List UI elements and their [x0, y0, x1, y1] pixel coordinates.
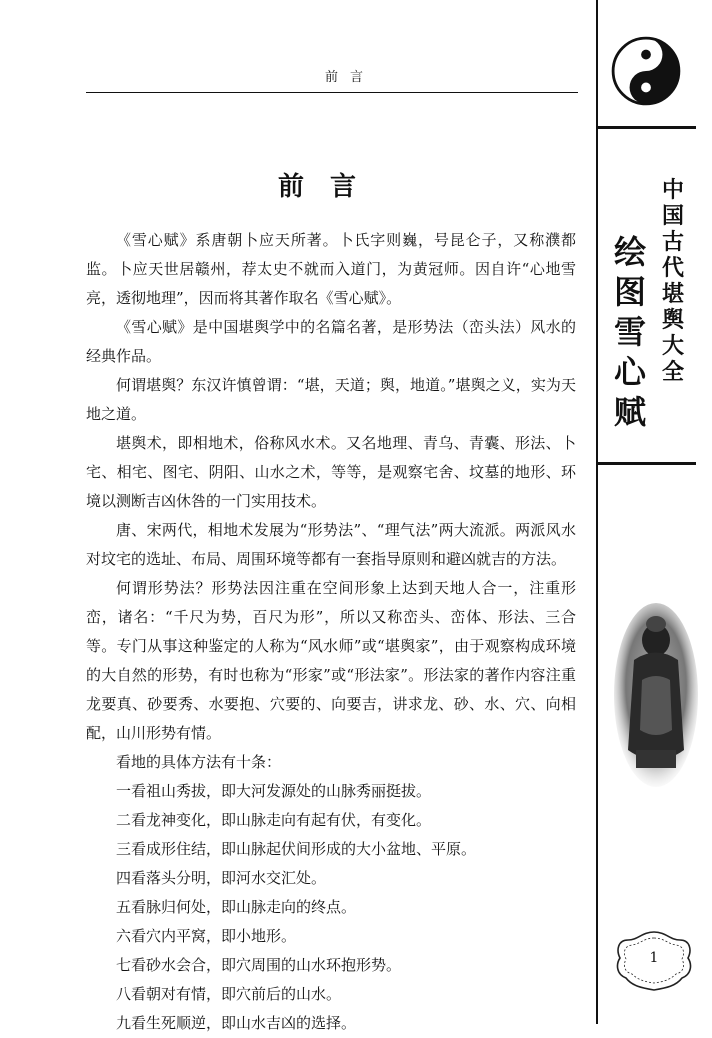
- method-item: 二看龙神变化，即山脉走向有起有伏，有变化。: [116, 811, 432, 829]
- series-title: 中国古代堪舆大全: [661, 178, 684, 385]
- method-item: 三看成形住结，即山脉起伏间形成的大小盆地、平原。: [116, 840, 477, 858]
- yin-yang-icon: [611, 36, 681, 106]
- paragraph: 看地的具体方法有十条：: [116, 753, 282, 771]
- paragraph: 何谓堪舆？东汉许慎曾谓：“堪，天道；舆，地道。”堪舆之义，实为天地之道。: [86, 376, 576, 423]
- running-header: 前言: [324, 70, 375, 85]
- paragraph: 《雪心赋》是中国堪舆学中的名篇名著，是形势法（峦头法）风水的经典作品。: [86, 318, 576, 365]
- band-rule: [596, 462, 696, 465]
- method-item: 九看生死顺逆，即山水吉凶的选择。: [116, 1014, 357, 1032]
- statue-image: [614, 600, 698, 790]
- book-title: 绘图雪心赋: [613, 233, 646, 431]
- paragraph: 《雪心赋》系唐朝卜应天所著。卜氏字则巍，号昆仑子，又称濮都监。卜应天世居赣州，荐太史不就而入道门，为黄冠师。因自许“心地雪亮，透彻地理”，因而将其著作取名《雪心赋》。: [86, 231, 576, 307]
- margin-line: [596, 0, 598, 1024]
- page-title: 前言: [277, 172, 382, 202]
- paragraph: 何谓形势法？形势法因注重在空间形象上达到天地人合一，注重形峦，诸名：“千尺为势，百尺为形”，所以又称峦头、峦体、形法、三合等。专门从事这种鉴定的人称为“风水师”或“堪舆家”，由于观察构成环境的大自然的形势，有时也称为“形家”或“形法家”。形法家的著作内容注重龙要真、砂要秀、水要抱、穴要的、向要吉，讲求龙、砂、水、穴、向相配，山川形势有情。: [86, 579, 576, 742]
- band-rule: [596, 126, 696, 129]
- method-item: 八看朝对有情，即穴前后的山水。: [116, 985, 342, 1003]
- method-item: 一看祖山秀拔，即大河发源处的山脉秀丽挺拔。: [116, 782, 432, 800]
- header-rule: [86, 92, 578, 93]
- method-item: 六看穴内平窝，即小地形。: [116, 927, 297, 945]
- method-item: 四看落头分明，即河水交汇处。: [116, 869, 327, 887]
- paragraph: 堪舆术，即相地术，俗称风水术。又名地理、青乌、青囊、形法、卜宅、相宅、图宅、阴阳、山水之术，等等，是观察宅舍、坟墓的地形、环境以测断吉凶休咎的一门实用技术。: [86, 434, 576, 510]
- method-item: 七看砂水会合，即穴周围的山水环抱形势。: [116, 956, 402, 974]
- method-item: 五看脉归何处，即山脉走向的终点。: [116, 898, 357, 916]
- body-text: [86, 226, 576, 1038]
- paragraph: 唐、宋两代，相地术发展为“形势法”、“理气法”两大流派。两派风水对坟宅的选址、布局、周围环境等都有一套指导原则和避凶就吉的方法。: [86, 521, 576, 568]
- page-number: 1: [649, 950, 659, 966]
